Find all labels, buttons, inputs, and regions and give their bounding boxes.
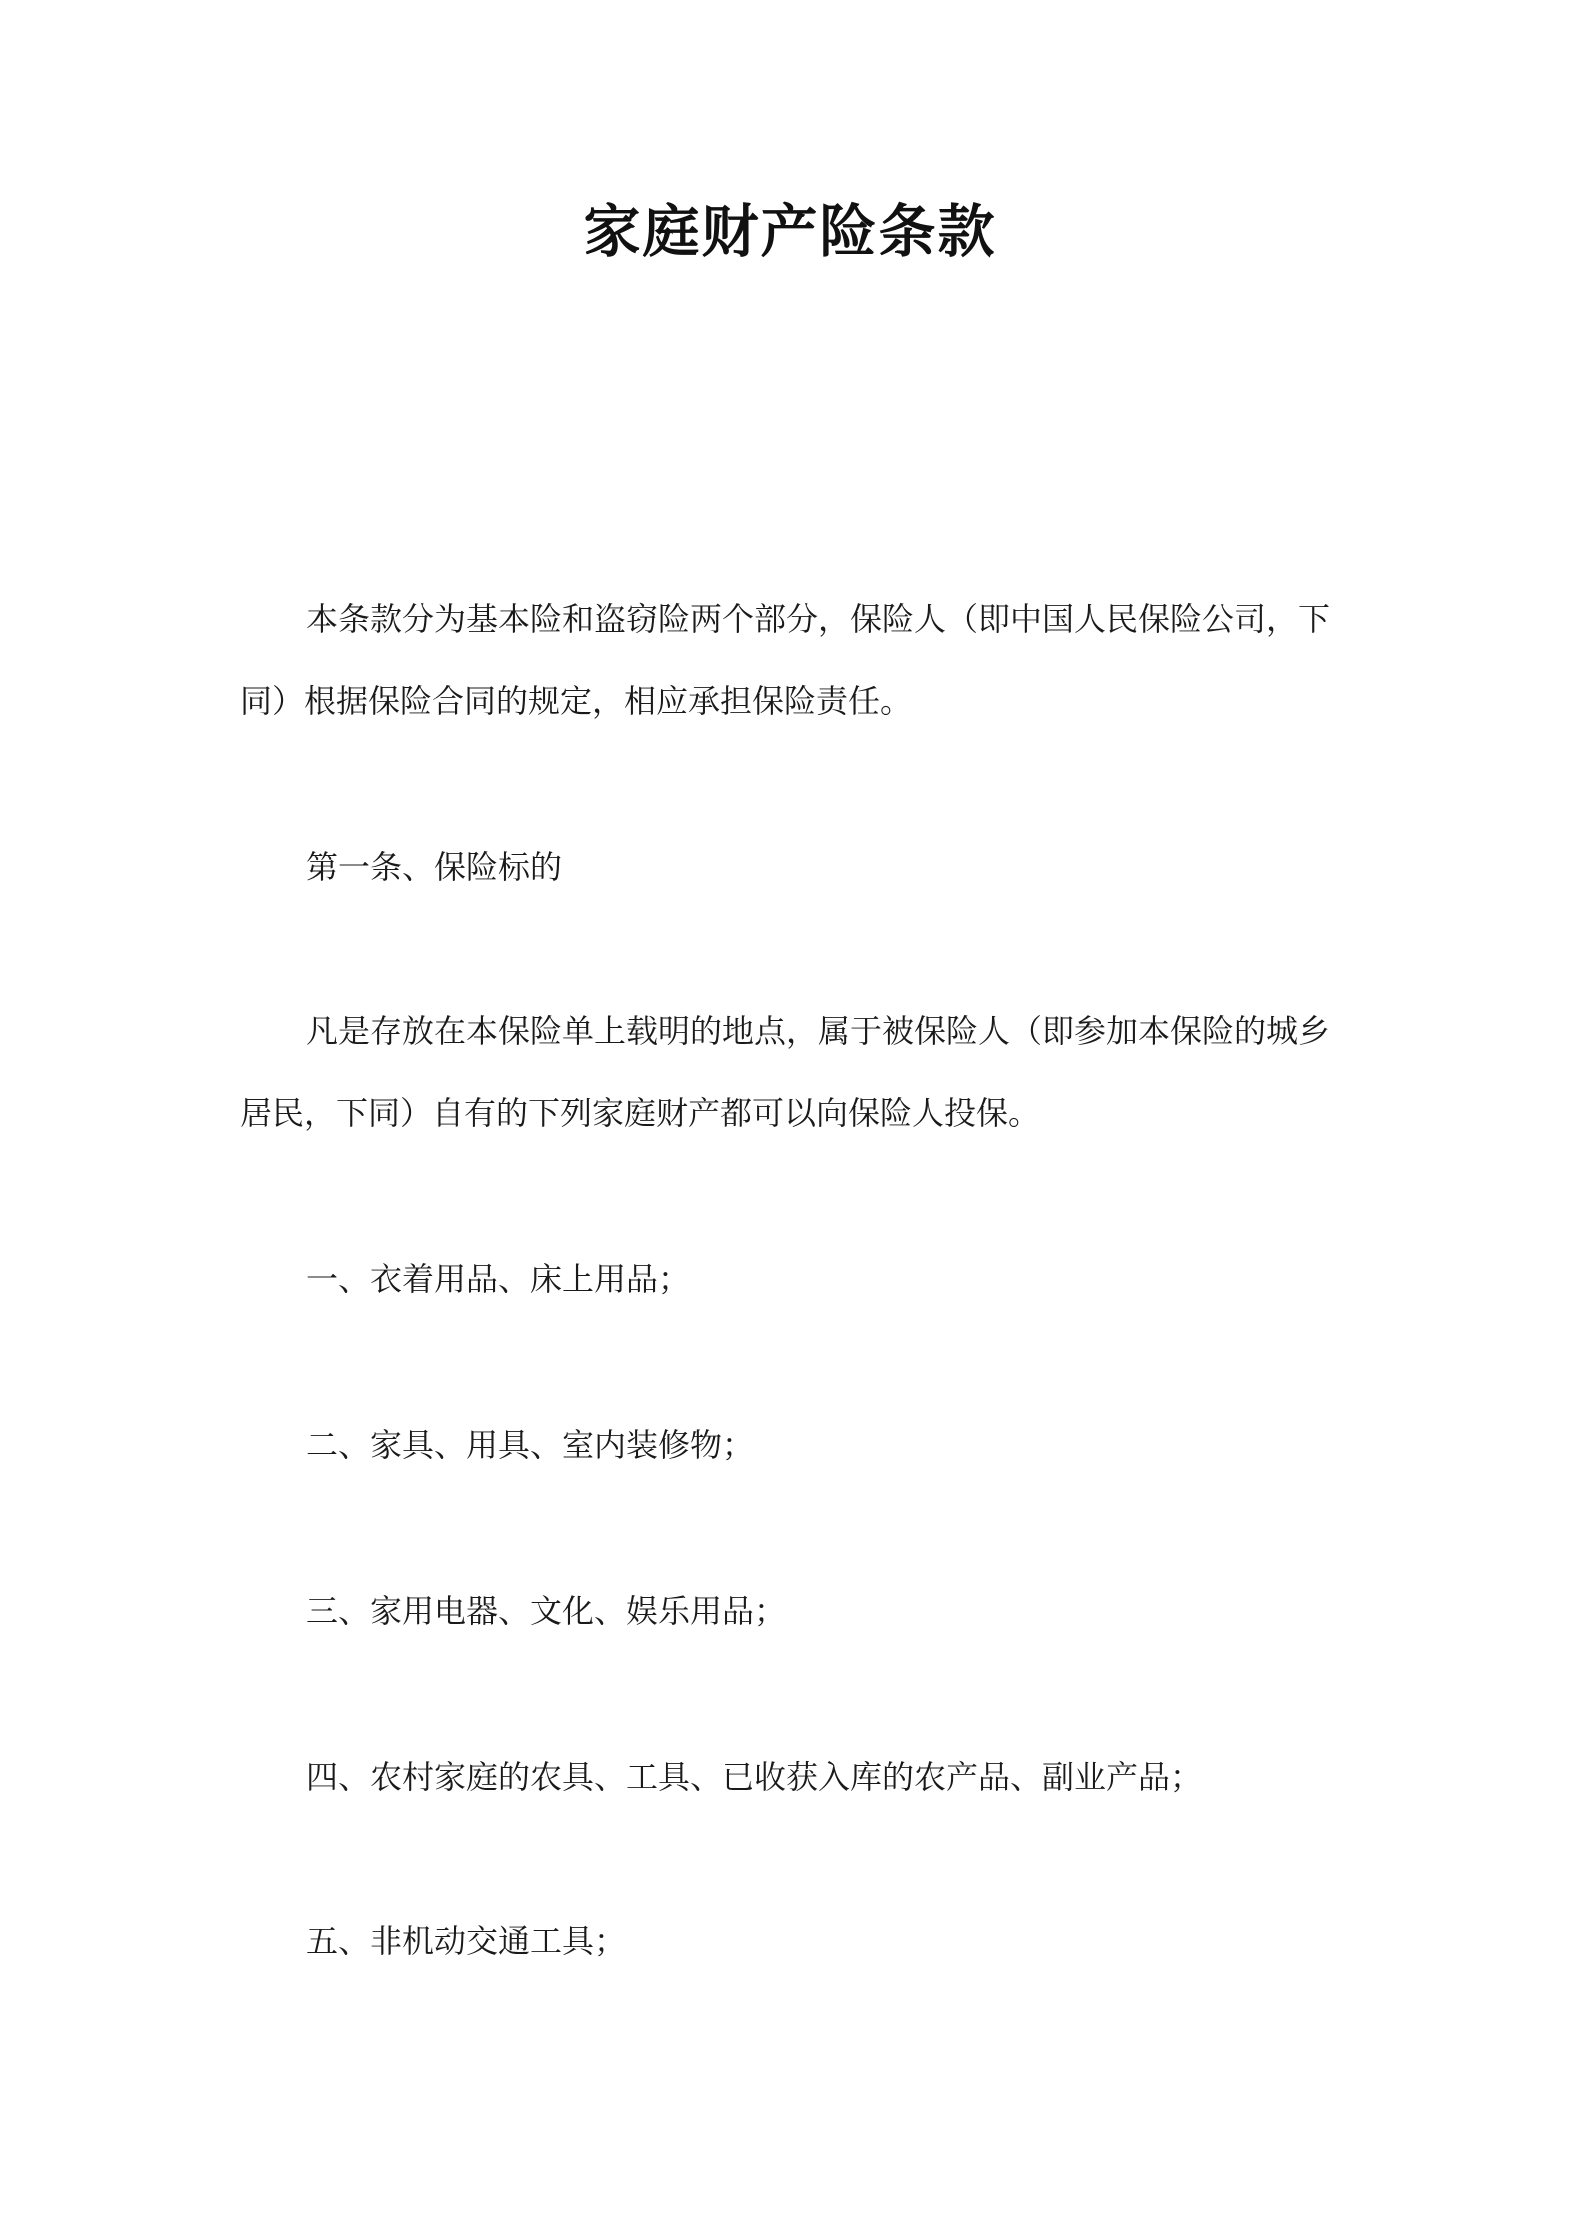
list-item [240,1736,1340,1818]
article-1-body [240,990,1340,1154]
article-1-line-2: 居民，下同）自有的下列家庭财产都可以向保险人投保。 [240,1094,1041,1132]
intro-line-2: 同）根据保险合同的规定，相应承担保险责任。 [240,682,913,720]
document-title: 家庭财产险条款 [583,199,997,265]
list-item-2: 二、家具、用具、室内装修物； [306,1426,755,1464]
list-item [240,1238,1340,1320]
list-item-4: 四、农村家庭的农具、工具、已收获入库的农产品、副业产品； [306,1758,1203,1796]
list-item [240,1404,1340,1486]
article-1-line-1: 凡是存放在本保险单上载明的地点，属于被保险人（即参加本保险的城乡 [306,1012,1331,1050]
intro-line-1: 本条款分为基本险和盗窃险两个部分，保险人（即中国人民保险公司，下 [306,600,1331,638]
list-item-5: 五、非机动交通工具； [306,1922,627,1960]
intro-paragraph [240,578,1340,742]
list-item [240,1570,1340,1652]
article-1-heading-text: 第一条、保险标的 [306,848,563,886]
list-item [240,1900,1340,1982]
article-1-heading [240,826,1340,908]
list-item-3: 三、家用电器、文化、娱乐用品； [306,1592,787,1630]
list-item-1: 一、衣着用品、床上用品； [306,1260,691,1298]
